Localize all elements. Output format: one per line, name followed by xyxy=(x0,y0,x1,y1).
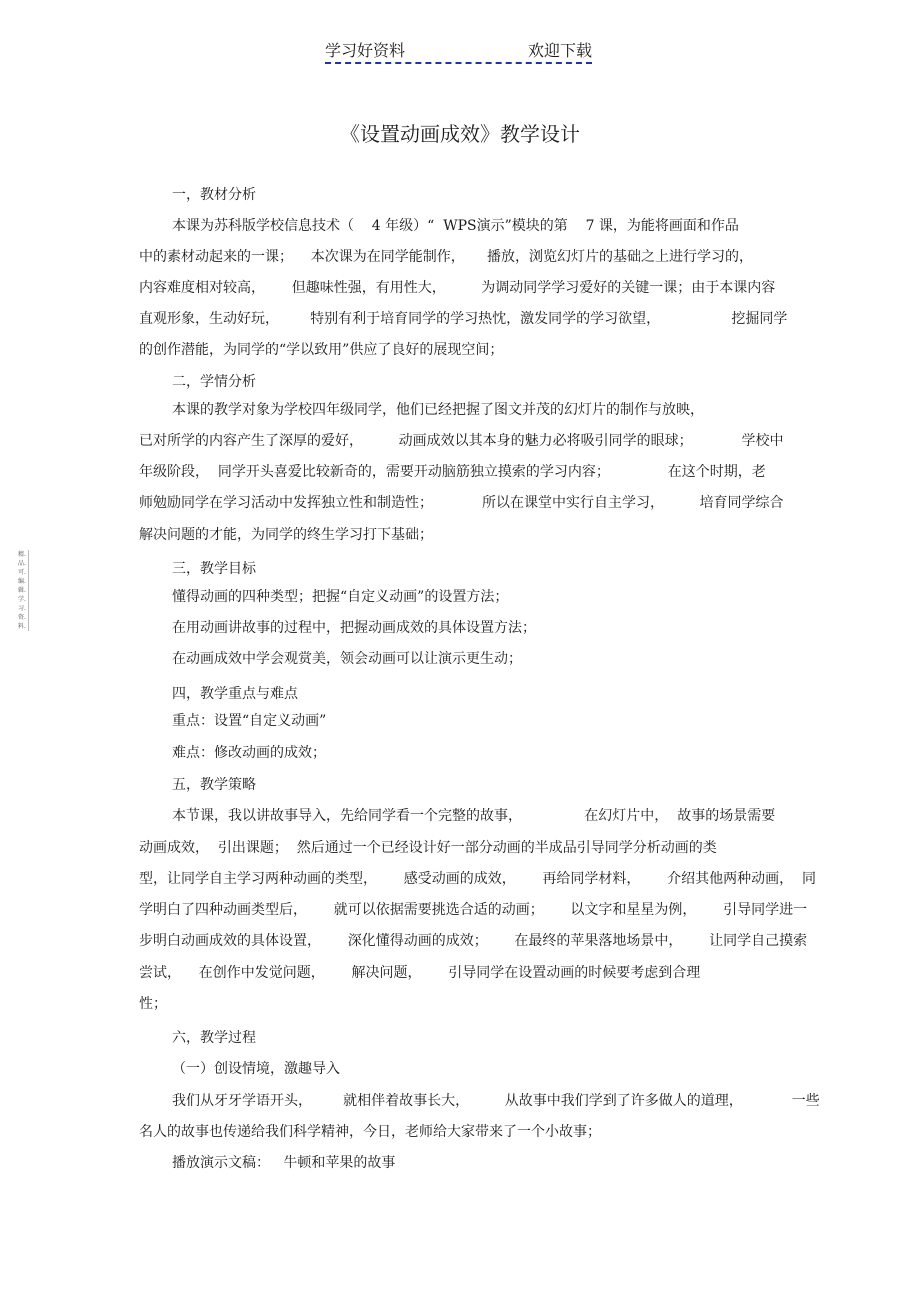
section-heading: 六，教学过程 xyxy=(172,1030,256,1046)
paragraph-line: 年级阶段， 同学开头喜爱比较新奇的，需要开动脑筋独立摸索的学习内容； 在这个时期，老 xyxy=(139,464,766,480)
paragraph-line: 动画成效， 引出课题； 然后通过一个已经设计好一部分动画的半成品引导同学分析动画的类 xyxy=(139,840,717,856)
section-heading: 三，教学目标 xyxy=(172,561,256,577)
section-heading: 四，教学重点与难点 xyxy=(172,686,298,702)
paragraph-line: 名人的故事也传递给我们科学精神，今日，老师给大家带来了一个小故事； xyxy=(139,1124,601,1140)
paragraph-line: 重点：设置“自定义动画” xyxy=(172,713,327,729)
paragraph-line: 在用动画讲故事的过程中，把握动画成效的具体设置方法； xyxy=(172,620,536,636)
side-margin-note: 精.品.可.编.辑.学.习.资.料. xyxy=(16,550,29,631)
paragraph-line: 性； xyxy=(139,996,167,1012)
paragraph-line: 内容难度相对较高， 但趣味性强，有用性大， 为调动同学学习爱好的关键一课；由于本课内容 xyxy=(139,280,776,296)
header-left-text: 学习好资料 xyxy=(325,41,406,60)
section-heading: 五，教学策略 xyxy=(172,777,256,793)
paragraph-line: 已对所学的内容产生了深厚的爱好， 动画成效以其本身的魅力必将吸引同学的眼球； 学校中 xyxy=(139,433,784,449)
paragraph-line: 懂得动画的四种类型；把握“自定义动画”的设置方法； xyxy=(172,589,509,605)
paragraph-line: 的创作潜能，为同学的“学以致用”供应了良好的展现空间； xyxy=(139,342,504,358)
paragraph-line: 本课的教学对象为学校四年级同学，他们已经把握了图文并茂的幻灯片的制作与放映， xyxy=(172,402,704,418)
paragraph-line: 步明白动画成效的具体设置， 深化懂得动画的成效； 在最终的苹果落地场景中， 让同学自己摸索 xyxy=(139,933,808,949)
subsection-heading: （一）创设情境，激趣导入 xyxy=(172,1061,340,1077)
section-heading: 一，教材分析 xyxy=(172,187,256,203)
page-header xyxy=(325,40,592,64)
section-heading: 二，学情分析 xyxy=(172,374,256,390)
paragraph-line: 解决问题的才能，为同学的终生学习打下基础； xyxy=(139,527,433,543)
paragraph-line: 我们从牙牙学语开头， 就相伴着故事长大， 从故事中我们学到了许多做人的道理， 一些 xyxy=(172,1093,820,1109)
paragraph-line: 学明白了四种动画类型后， 就可以依据需要挑选合适的动画； 以文字和星星为例， 引导同学进一 xyxy=(139,902,808,918)
paragraph-line: 型，让同学自主学习两种动画的类型， 感受动画的成效， 再给同学材料， 介绍其他两种动画， 同 xyxy=(139,871,817,887)
paragraph-line: 师勉励同学在学习活动中发挥独立性和制造性； 所以在课堂中实行自主学习， 培育同学综合 xyxy=(139,495,784,511)
paragraph-line: 在动画成效中学会观赏美，领会动画可以让演示更生动； xyxy=(172,651,522,667)
paragraph-line: 尝试， 在创作中发觉问题， 解决问题， 引导同学在设置动画的时候要考虑到合理 xyxy=(139,965,701,981)
paragraph-line: 直观形象，生动好玩， 特别有利于培育同学的学习热忱，激发同学的学习欲望， 挖掘同学 xyxy=(139,311,788,327)
paragraph-line: 本课为苏科版学校信息技术（ 4 年级）“ WPS演示”模块的第 7 课，为能将画面和作品 xyxy=(172,218,739,234)
paragraph-line: 本节课，我以讲故事导入，先给同学看一个完整的故事， 在幻灯片中， 故事的场景需要 xyxy=(172,808,776,824)
paragraph-line: 难点：修改动画的成效； xyxy=(172,745,326,761)
document-title: 《设置动画成效》教学设计 xyxy=(340,122,580,146)
header-right-text: 欢迎下载 xyxy=(527,41,592,60)
paragraph-line: 中的素材动起来的一课； 本次课为在同学能制作， 播放，浏览幻灯片的基础之上进行学习的， xyxy=(139,249,754,265)
paragraph-line: 播放演示文稿： 牛顿和苹果的故事 xyxy=(172,1155,396,1171)
